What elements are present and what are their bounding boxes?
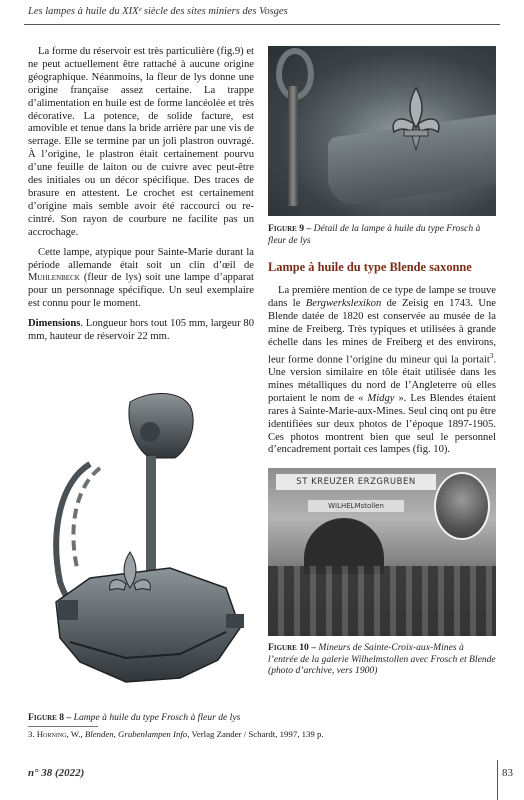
paragraph-reservoir: La forme du réservoir est très particulière (fig.9) et ne peut actuellement être rattaché à aucune origine géographique. Néanmoins, la fleur de lys donne une origine française assez certaine. La trappe d’alimentation en huile est de forme lancéolée et très décorative. La potence, de solide facture, est amovible et tenue dans la bride arrière par une vis de serrage. Elle se termine par un joli plastron ouvragé. À l’origine, le plastron était certainement pourvu d’une feuille de laiton ou de cuivre avec peut-être des initiales ou un décor spécifique. Des traces de brasure en attestent. Le crochet est certainement d’origine mais semble avoir été raccourci ou re-cintré. Son rayon de courbure ne facilite pas un accrochage.	[28, 46, 254, 238]
figure-8-photo	[30, 392, 256, 704]
fleur-de-lys-icon	[386, 84, 446, 154]
header-rule	[24, 24, 500, 25]
left-column	[28, 46, 254, 351]
footnote-ref[interactable]: 3	[489, 351, 494, 360]
paragraph-atypical-end: (fleur de lys) soit une lampe d’apparat pour un personnage spécifique. Un seul exemplaire est connu pour le moment.	[28, 272, 254, 310]
running-header: Les lampes à huile du XIXᵉ siècle des sites miniers des Vosges	[28, 6, 288, 17]
figure-8-label: Figure 8 –	[28, 712, 72, 723]
figure-10-photo	[268, 468, 496, 636]
footnote-text-b: , Verlag Zander / Schardt, 1997, 139 p.	[187, 729, 324, 739]
paragraph-atypical-start: Cette lampe, atypique pour Sainte-Marie	[38, 246, 213, 258]
footnote-text-a: , W.,	[66, 729, 85, 739]
footnote-number: 3.	[28, 729, 37, 739]
figure-9-caption-text: Détail de la lampe à huile du type Frosch à fleur de lys	[268, 223, 481, 246]
dimensions-text: . Longueur hors tout 105 mm, largeur 80 mm, hauteur de réservoir 22 mm.	[28, 318, 254, 343]
blende-text-a: La première mention de ce type de lampe se trouve dans le	[268, 285, 496, 309]
figure-8-caption-text: Lampe à huile du type Frosch à fleur de lys	[73, 712, 241, 723]
figure-10-label: Figure 10 –	[268, 642, 316, 654]
section-title: Lampe à huile du type Blende saxonne	[268, 260, 472, 274]
figure-9-label: Figure 9 –	[268, 223, 312, 234]
portrait-inset	[434, 472, 490, 540]
page-number: 83	[502, 767, 513, 779]
paragraph-blende	[268, 285, 496, 457]
footnote-author: Horning	[36, 729, 67, 739]
footnote-rule	[28, 726, 98, 727]
muhlenbeck-name: Muhlenbeck	[28, 272, 80, 284]
figure-8-caption	[28, 712, 258, 724]
paragraph-atypical-mid: durant la période allemande était soit un clin d’œil de	[28, 246, 255, 271]
midgy-term: Midgy	[367, 392, 395, 404]
footnote-title: Blenden, Grubenlampen Info	[84, 729, 188, 739]
footer-divider	[497, 760, 498, 800]
dimensions-label: Dimensions	[28, 318, 81, 330]
blende-text	[268, 285, 496, 457]
miners-group	[268, 566, 496, 636]
frosch-lamp-icon	[30, 392, 256, 704]
mine-sign: ST KREUZER ERZGRUBEN	[276, 474, 436, 490]
hook-bar	[288, 86, 298, 206]
gallery-sign: WILHELMstollen	[308, 500, 404, 512]
footnote	[28, 729, 498, 740]
figure-10-caption	[268, 642, 496, 677]
blende-text-d: ». Les Blendes étaient rares à Sainte-Marie-aux-Mines. Seul cinq ont pu être identifiées sur deux photos de l’époque 1897-1905. Ces photos montrent bien que seul le personnel d’encadrement portait ces lampes (fig. 10).	[268, 392, 497, 456]
right-column	[268, 46, 496, 677]
blende-text-b: de Zeisig en 1743. Une Blende datée de 1820 est conservée au musée de la mine de Freiberg. Très typiques et utilisées à grande échelle dans les mines de Freiberg et des environs, leur forme donne l’origine du mineur qui la portait	[268, 297, 496, 366]
bergwerkslexikon-title: Bergwerkslexikon	[305, 297, 382, 309]
issue-number: n° 38 (2022)	[28, 767, 85, 779]
paragraph-atypical	[28, 247, 254, 312]
figure-9-photo	[268, 46, 496, 216]
blende-text-c: . Une version similaire en tôle était utilisée dans les mines métalliques du nord de l’Angleterre où elles portaient le nom de «	[268, 354, 496, 404]
figure-10-caption-text: Mineurs de Sainte-Croix-aux-Mines à l’entrée de la galerie Wilhelmstollen avec Frosch et Blende (photo d’archive, vers 1900)	[268, 642, 496, 677]
figure-9-caption	[268, 223, 496, 246]
paragraph-dimensions	[28, 318, 254, 344]
